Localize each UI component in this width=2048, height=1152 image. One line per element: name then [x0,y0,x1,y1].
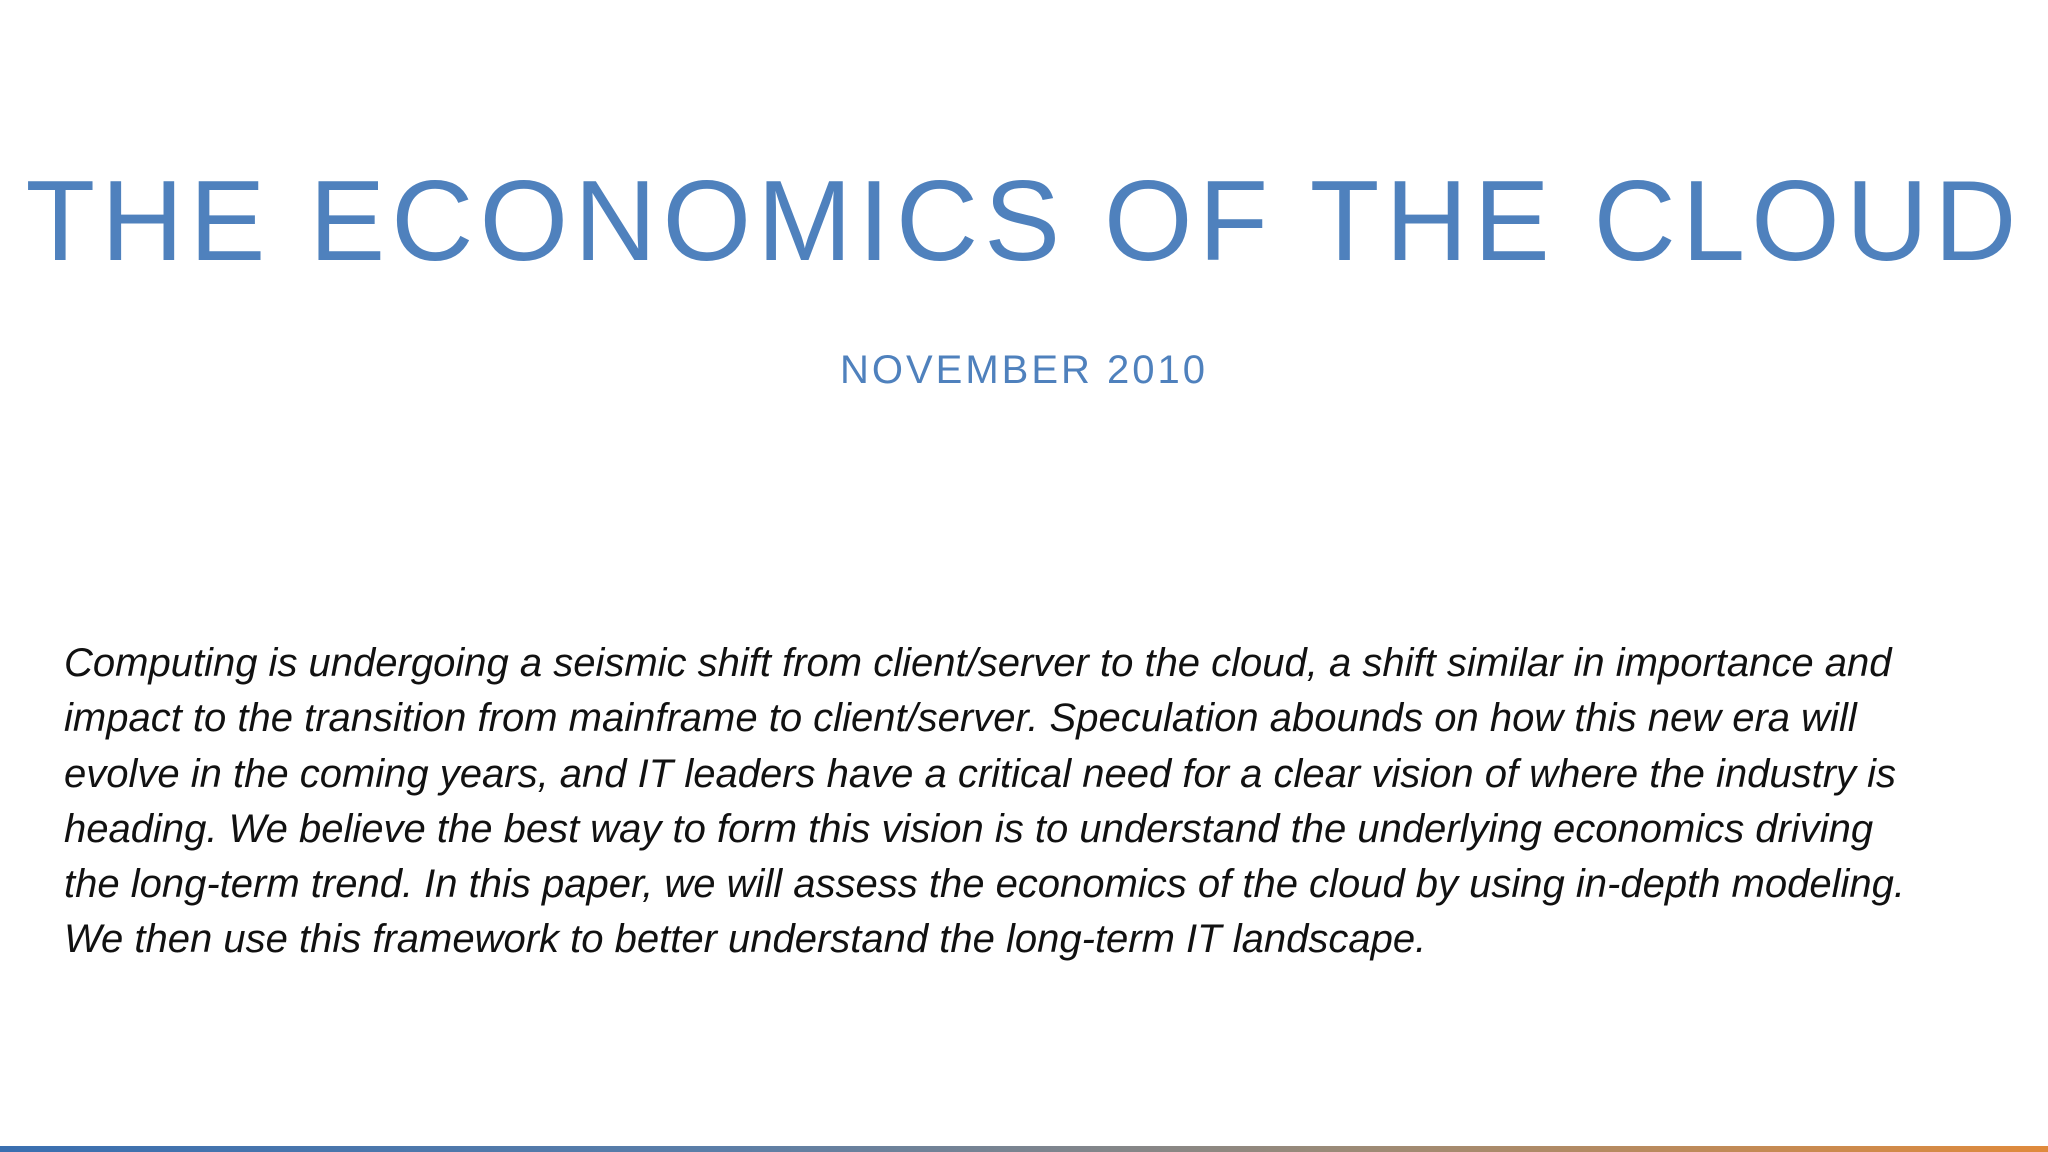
document-date: NOVEMBER 2010 [839,348,1209,392]
abstract-line: evolve in the coming years, and IT leaders have a critical need for a clear vision of where the industry is [64,751,1897,796]
bottom-accent-bar [0,1146,2048,1152]
document-title: THE ECONOMICS OF THE CLOUD [25,158,2023,285]
abstract-line: the long-term trend. In this paper, we will assess the economics of the cloud by using in-depth modeling. [64,862,1905,907]
abstract-line: heading. We believe the best way to form this vision is to understand the underlying economics driving [64,806,1874,851]
abstract-paragraph [64,636,1994,968]
abstract-line: impact to the transition from mainframe to client/server. Speculation abounds on how this new era will [64,696,1857,741]
abstract-line: Computing is undergoing a seismic shift from client/server to the cloud, a shift similar in importance and [64,641,1892,685]
abstract-line: We then use this framework to better understand the long-term IT landscape. [64,917,1427,962]
